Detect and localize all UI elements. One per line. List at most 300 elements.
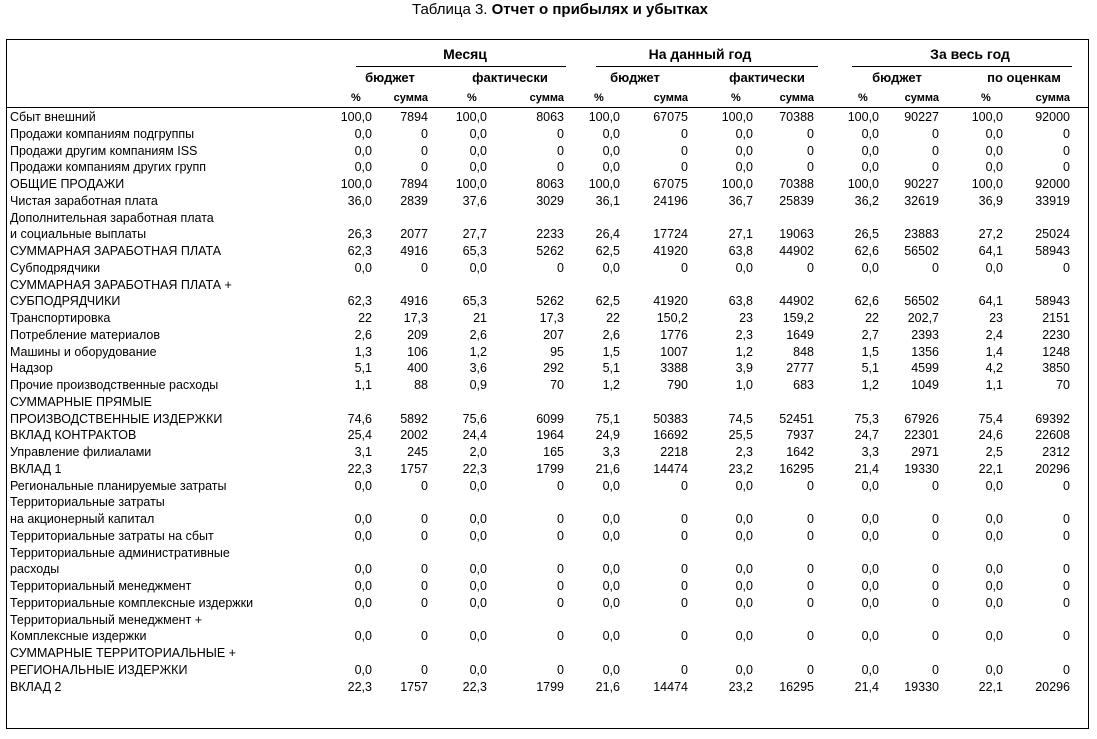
- cell-sum: 17724: [653, 227, 688, 242]
- cell-percent: 0,0: [861, 528, 879, 543]
- row-label: ВКЛАД 2: [10, 679, 62, 694]
- cell-sum: 0: [557, 126, 564, 141]
- cell-percent: 1,1: [354, 378, 372, 392]
- cell-sum: 202,7: [907, 311, 939, 325]
- cell-sum: 25024: [1035, 227, 1070, 242]
- cell-percent: 100,0: [721, 177, 753, 191]
- cell-sum: 19330: [904, 461, 939, 476]
- cell-sum: 292: [543, 361, 564, 376]
- cell-percent: 5,1: [861, 361, 879, 376]
- cell-percent: 0,0: [735, 478, 753, 493]
- header-separator: [6, 107, 1089, 108]
- row-label: Дополнительная заработная плата: [10, 210, 214, 225]
- cell-percent: 0,0: [985, 143, 1003, 158]
- cell-percent: 0,0: [861, 160, 879, 175]
- cell-percent: 0,0: [602, 662, 620, 677]
- cell-sum: 0: [557, 512, 564, 526]
- cell-sum: 165: [543, 445, 564, 459]
- cell-percent: 63,8: [728, 244, 753, 258]
- cell-sum: 0: [421, 662, 428, 677]
- row-label: Транспортировка: [10, 311, 111, 325]
- column-header-sum: сумма: [1035, 92, 1070, 104]
- cell-percent: 0,0: [469, 260, 487, 275]
- cell-percent: 2,7: [861, 327, 879, 342]
- cell-sum: 0: [1063, 126, 1070, 141]
- cell-sum: 0: [681, 143, 688, 158]
- cell-percent: 22: [358, 311, 372, 325]
- cell-percent: 23,2: [728, 679, 753, 694]
- cell-sum: 0: [557, 143, 564, 158]
- cell-sum: 70388: [779, 177, 814, 191]
- cell-percent: 1,2: [469, 344, 487, 359]
- cell-sum: 2151: [1042, 311, 1070, 325]
- row-label: Продажи компаниям других групп: [10, 160, 207, 175]
- cell-sum: 0: [807, 579, 814, 593]
- group-underline-year: [852, 66, 1072, 67]
- cell-sum: 0: [1063, 512, 1070, 526]
- cell-sum: 20296: [1035, 679, 1070, 694]
- cell-sum: 0: [421, 512, 428, 526]
- cell-sum: 0: [557, 260, 564, 275]
- cell-sum: 0: [932, 562, 939, 577]
- cell-sum: 0: [421, 126, 428, 141]
- cell-sum: 0: [681, 478, 688, 493]
- cell-sum: 1757: [400, 679, 428, 694]
- cell-percent: 1,5: [861, 344, 879, 359]
- cell-sum: 1649: [786, 327, 814, 342]
- cell-percent: 0,0: [735, 562, 753, 577]
- row-label: ПРОИЗВОДСТВЕННЫЕ ИЗДЕРЖКИ: [10, 411, 223, 426]
- cell-sum: 2393: [911, 327, 939, 342]
- cell-percent: 27,7: [462, 227, 487, 242]
- cell-percent: 0,0: [735, 143, 753, 158]
- cell-percent: 64,1: [978, 294, 1003, 309]
- cell-percent: 0,0: [861, 595, 879, 610]
- cell-sum: 92000: [1035, 110, 1070, 124]
- cell-percent: 0,9: [469, 378, 487, 392]
- cell-sum: 56502: [904, 244, 939, 258]
- cell-percent: 63,8: [728, 294, 753, 309]
- cell-percent: 0,0: [602, 160, 620, 175]
- cell-percent: 1,2: [602, 378, 620, 392]
- cell-sum: 0: [932, 662, 939, 677]
- cell-percent: 100,0: [588, 110, 620, 124]
- cell-sum: 0: [421, 160, 428, 175]
- cell-percent: 21,4: [854, 461, 879, 476]
- cell-sum: 150,2: [656, 311, 688, 325]
- column-header-percent: %: [351, 92, 361, 104]
- cell-percent: 0,0: [602, 629, 620, 644]
- cell-percent: 1,2: [861, 378, 879, 392]
- cell-sum: 0: [681, 562, 688, 577]
- cell-sum: 67075: [653, 110, 688, 124]
- cell-percent: 0,0: [861, 143, 879, 158]
- cell-sum: 7894: [400, 110, 428, 124]
- cell-percent: 23,2: [728, 461, 753, 476]
- cell-sum: 7937: [786, 428, 814, 443]
- cell-percent: 0,0: [735, 528, 753, 543]
- cell-sum: 3029: [536, 193, 564, 208]
- subheader-month-actual: фактически: [472, 70, 548, 85]
- column-header-sum: сумма: [779, 92, 814, 104]
- cell-sum: 0: [557, 528, 564, 543]
- cell-sum: 0: [421, 260, 428, 275]
- cell-percent: 3,3: [602, 445, 620, 459]
- cell-percent: 0,0: [985, 528, 1003, 543]
- cell-percent: 0,0: [861, 579, 879, 593]
- cell-sum: 58943: [1035, 294, 1070, 309]
- row-label: Комплексные издержки: [10, 629, 147, 644]
- cell-percent: 3,1: [354, 445, 372, 459]
- column-header-percent: %: [858, 92, 868, 104]
- row-label: Территориальные комплексные издержки: [10, 595, 254, 610]
- cell-percent: 0,0: [985, 512, 1003, 526]
- cell-percent: 75,6: [462, 411, 487, 426]
- column-header-sum: сумма: [653, 92, 688, 104]
- cell-percent: 0,0: [735, 126, 753, 141]
- cell-sum: 0: [932, 478, 939, 493]
- cell-percent: 62,6: [854, 294, 879, 309]
- cell-sum: 33919: [1035, 193, 1070, 208]
- cell-percent: 27,1: [728, 227, 753, 242]
- cell-percent: 0,0: [861, 662, 879, 677]
- cell-percent: 100,0: [721, 110, 753, 124]
- cell-sum: 2077: [400, 227, 428, 242]
- cell-percent: 22,3: [347, 461, 372, 476]
- row-label: на акционерный капитал: [10, 512, 155, 526]
- cell-sum: 16295: [779, 679, 814, 694]
- cell-percent: 0,0: [469, 126, 487, 141]
- cell-sum: 14474: [653, 679, 688, 694]
- row-label: Сбыт внешний: [10, 110, 96, 124]
- column-header-percent: %: [594, 92, 604, 104]
- row-label: Субподрядчики: [10, 260, 101, 275]
- row-label: и социальные выплаты: [10, 227, 147, 242]
- cell-sum: 0: [421, 629, 428, 644]
- cell-percent: 26,3: [347, 227, 372, 242]
- cell-percent: 21,4: [854, 679, 879, 694]
- cell-sum: 1642: [786, 445, 814, 459]
- cell-percent: 0,0: [985, 478, 1003, 493]
- cell-percent: 0,0: [354, 595, 372, 610]
- cell-percent: 75,1: [595, 411, 620, 426]
- row-label: СУММАРНАЯ ЗАРАБОТНАЯ ПЛАТА +: [10, 277, 232, 292]
- cell-percent: 2,6: [354, 327, 372, 342]
- cell-percent: 0,0: [861, 629, 879, 644]
- cell-sum: 0: [807, 528, 814, 543]
- cell-sum: 22608: [1035, 428, 1070, 443]
- cell-sum: 58943: [1035, 244, 1070, 258]
- cell-percent: 0,0: [861, 562, 879, 577]
- cell-percent: 22: [606, 311, 620, 325]
- cell-percent: 74,5: [728, 411, 753, 426]
- cell-percent: 0,0: [602, 126, 620, 141]
- cell-sum: 0: [421, 528, 428, 543]
- cell-percent: 27,2: [978, 227, 1003, 242]
- cell-sum: 50383: [653, 411, 688, 426]
- cell-percent: 5,1: [602, 361, 620, 376]
- cell-percent: 0,0: [861, 478, 879, 493]
- cell-sum: 17,3: [539, 311, 564, 325]
- cell-percent: 0,0: [861, 512, 879, 526]
- cell-sum: 52451: [779, 411, 814, 426]
- cell-percent: 36,0: [347, 193, 372, 208]
- cell-sum: 6099: [536, 411, 564, 426]
- cell-sum: 2312: [1042, 445, 1070, 459]
- cell-sum: 0: [807, 629, 814, 644]
- cell-sum: 0: [557, 478, 564, 493]
- cell-percent: 36,1: [595, 193, 620, 208]
- cell-percent: 36,2: [854, 193, 879, 208]
- cell-percent: 22,3: [462, 461, 487, 476]
- cell-percent: 37,6: [462, 193, 487, 208]
- cell-percent: 62,6: [854, 244, 879, 258]
- cell-percent: 65,3: [462, 294, 487, 309]
- row-label: Территориальные затраты: [10, 495, 165, 510]
- cell-sum: 16692: [653, 428, 688, 443]
- cell-sum: 44902: [779, 244, 814, 258]
- column-header-sum: сумма: [904, 92, 939, 104]
- subheader-ytd-budget: бюджет: [610, 70, 660, 85]
- cell-sum: 0: [807, 478, 814, 493]
- cell-sum: 0: [421, 143, 428, 158]
- cell-sum: 209: [407, 327, 428, 342]
- cell-sum: 0: [421, 579, 428, 593]
- cell-percent: 1,4: [985, 344, 1003, 359]
- row-label: Прочие производственные расходы: [10, 378, 219, 392]
- cell-percent: 23: [739, 311, 753, 325]
- cell-sum: 1757: [400, 461, 428, 476]
- cell-percent: 0,0: [735, 512, 753, 526]
- cell-sum: 5892: [400, 411, 428, 426]
- cell-percent: 0,0: [354, 512, 372, 526]
- cell-percent: 0,0: [469, 562, 487, 577]
- cell-percent: 3,3: [861, 445, 879, 459]
- cell-percent: 0,0: [354, 143, 372, 158]
- group-underline-ytd: [596, 66, 818, 67]
- cell-sum: 90227: [904, 177, 939, 191]
- cell-sum: 0: [557, 629, 564, 644]
- cell-sum: 0: [807, 160, 814, 175]
- row-label: Региональные планируемые затраты: [10, 478, 227, 493]
- cell-percent: 2,3: [735, 327, 753, 342]
- cell-percent: 21,6: [595, 679, 620, 694]
- cell-percent: 0,0: [469, 579, 487, 593]
- cell-percent: 26,5: [854, 227, 879, 242]
- cell-percent: 22,1: [978, 461, 1003, 476]
- row-label: Надзор: [10, 361, 53, 376]
- cell-sum: 0: [807, 143, 814, 158]
- cell-sum: 0: [557, 662, 564, 677]
- cell-sum: 0: [557, 160, 564, 175]
- row-label: Продажи другим компаниям ISS: [10, 143, 198, 158]
- cell-percent: 2,6: [602, 327, 620, 342]
- cell-percent: 24,6: [978, 428, 1003, 443]
- cell-percent: 100,0: [971, 177, 1003, 191]
- cell-percent: 0,0: [354, 579, 372, 593]
- cell-percent: 100,0: [455, 110, 487, 124]
- row-label: СУММАРНАЯ ЗАРАБОТНАЯ ПЛАТА: [10, 244, 222, 258]
- cell-sum: 790: [667, 378, 688, 392]
- row-label: ВКЛАД 1: [10, 461, 62, 476]
- cell-percent: 0,0: [985, 562, 1003, 577]
- row-label: Территориальные административные: [10, 545, 230, 560]
- cell-percent: 74,6: [347, 411, 372, 426]
- cell-percent: 1,3: [354, 344, 372, 359]
- cell-percent: 0,0: [602, 562, 620, 577]
- cell-sum: 1356: [911, 344, 939, 359]
- cell-percent: 0,0: [469, 143, 487, 158]
- subheader-year-estimate: по оценкам: [987, 70, 1061, 85]
- row-label: ВКЛАД КОНТРАКТОВ: [10, 428, 137, 443]
- cell-percent: 4,2: [985, 361, 1003, 376]
- cell-sum: 70: [1056, 378, 1070, 392]
- row-label: СУБПОДРЯДЧИКИ: [10, 294, 121, 309]
- cell-sum: 56502: [904, 294, 939, 309]
- cell-sum: 2230: [1042, 327, 1070, 342]
- cell-percent: 0,0: [354, 478, 372, 493]
- cell-percent: 62,5: [595, 294, 620, 309]
- cell-sum: 0: [1063, 595, 1070, 610]
- cell-sum: 20296: [1035, 461, 1070, 476]
- table-title: [0, 1, 1097, 19]
- cell-sum: 8063: [536, 110, 564, 124]
- cell-sum: 0: [1063, 629, 1070, 644]
- cell-percent: 2,3: [735, 445, 753, 459]
- cell-percent: 0,0: [735, 595, 753, 610]
- cell-percent: 0,0: [469, 662, 487, 677]
- cell-sum: 159,2: [782, 311, 814, 325]
- cell-sum: 19063: [779, 227, 814, 242]
- cell-sum: 0: [932, 512, 939, 526]
- column-header-percent: %: [731, 92, 741, 104]
- row-label: Территориальный менеджмент: [10, 579, 192, 593]
- cell-sum: 0: [932, 579, 939, 593]
- column-header-sum: сумма: [529, 92, 564, 104]
- row-label: СУММАРНЫЕ ПРЯМЫЕ: [10, 394, 152, 409]
- row-label: Машины и оборудование: [10, 344, 157, 359]
- row-label: Продажи компаниям подгруппы: [10, 126, 195, 141]
- cell-percent: 0,0: [602, 512, 620, 526]
- cell-sum: 106: [407, 344, 428, 359]
- cell-percent: 22: [865, 311, 879, 325]
- cell-percent: 1,5: [602, 344, 620, 359]
- cell-sum: 0: [1063, 143, 1070, 158]
- cell-percent: 0,0: [354, 662, 372, 677]
- cell-sum: 0: [681, 160, 688, 175]
- cell-sum: 92000: [1035, 177, 1070, 191]
- cell-percent: 0,0: [354, 562, 372, 577]
- cell-percent: 0,0: [861, 260, 879, 275]
- cell-sum: 0: [807, 126, 814, 141]
- cell-sum: 0: [681, 595, 688, 610]
- cell-sum: 4916: [400, 244, 428, 258]
- group-header-month: Месяц: [443, 46, 487, 62]
- column-header-percent: %: [981, 92, 991, 104]
- cell-sum: 67926: [904, 411, 939, 426]
- cell-sum: 0: [932, 160, 939, 175]
- title-bold: Отчет о прибылях и убытках: [491, 1, 709, 18]
- cell-percent: 0,0: [602, 260, 620, 275]
- row-label: Территориальные затраты на сбыт: [10, 528, 214, 543]
- cell-percent: 0,0: [985, 579, 1003, 593]
- cell-percent: 26,4: [595, 227, 620, 242]
- cell-sum: 0: [1063, 528, 1070, 543]
- cell-percent: 64,1: [978, 244, 1003, 258]
- cell-percent: 2,4: [985, 327, 1003, 342]
- subheader-year-budget: бюджет: [872, 70, 922, 85]
- cell-sum: 0: [681, 662, 688, 677]
- cell-percent: 24,7: [854, 428, 879, 443]
- cell-percent: 0,0: [735, 662, 753, 677]
- cell-sum: 8063: [536, 177, 564, 191]
- cell-percent: 25,5: [728, 428, 753, 443]
- cell-percent: 0,0: [985, 595, 1003, 610]
- row-label: расходы: [10, 562, 60, 577]
- cell-percent: 5,1: [354, 361, 372, 376]
- cell-percent: 1,1: [985, 378, 1003, 392]
- cell-sum: 0: [557, 595, 564, 610]
- cell-percent: 100,0: [847, 177, 879, 191]
- title-prefix: Таблица 3.: [411, 1, 492, 18]
- cell-percent: 0,0: [735, 260, 753, 275]
- cell-sum: 4599: [911, 361, 939, 376]
- cell-percent: 0,0: [602, 478, 620, 493]
- cell-sum: 683: [793, 378, 814, 392]
- cell-sum: 1248: [1042, 344, 1070, 359]
- cell-percent: 75,3: [854, 411, 879, 426]
- cell-percent: 100,0: [340, 177, 372, 191]
- cell-sum: 2233: [536, 227, 564, 242]
- cell-percent: 0,0: [985, 662, 1003, 677]
- cell-sum: 44902: [779, 294, 814, 309]
- group-underline-month: [356, 66, 566, 67]
- cell-sum: 5262: [536, 294, 564, 309]
- cell-sum: 23883: [904, 227, 939, 242]
- cell-sum: 7894: [400, 177, 428, 191]
- cell-sum: 0: [1063, 662, 1070, 677]
- cell-sum: 70388: [779, 110, 814, 124]
- cell-sum: 0: [807, 512, 814, 526]
- cell-sum: 69392: [1035, 411, 1070, 426]
- row-label: ОБЩИЕ ПРОДАЖИ: [10, 177, 125, 191]
- cell-sum: 1799: [536, 679, 564, 694]
- cell-sum: 0: [681, 528, 688, 543]
- cell-percent: 0,0: [469, 528, 487, 543]
- cell-sum: 14474: [653, 461, 688, 476]
- cell-percent: 75,4: [978, 411, 1003, 426]
- cell-sum: 70: [550, 378, 564, 392]
- cell-sum: 0: [681, 126, 688, 141]
- cell-percent: 0,0: [602, 528, 620, 543]
- cell-sum: 245: [407, 445, 428, 459]
- cell-percent: 100,0: [455, 177, 487, 191]
- subheader-ytd-actual: фактически: [729, 70, 805, 85]
- cell-percent: 3,6: [469, 361, 487, 376]
- cell-percent: 0,0: [735, 579, 753, 593]
- cell-sum: 1049: [911, 378, 939, 392]
- cell-percent: 22,1: [978, 679, 1003, 694]
- cell-sum: 848: [793, 344, 814, 359]
- cell-percent: 0,0: [354, 260, 372, 275]
- cell-sum: 0: [557, 579, 564, 593]
- cell-sum: 0: [932, 528, 939, 543]
- cell-percent: 2,5: [985, 445, 1003, 459]
- cell-sum: 0: [681, 512, 688, 526]
- cell-sum: 0: [1063, 562, 1070, 577]
- cell-percent: 62,3: [347, 244, 372, 258]
- cell-percent: 65,3: [462, 244, 487, 258]
